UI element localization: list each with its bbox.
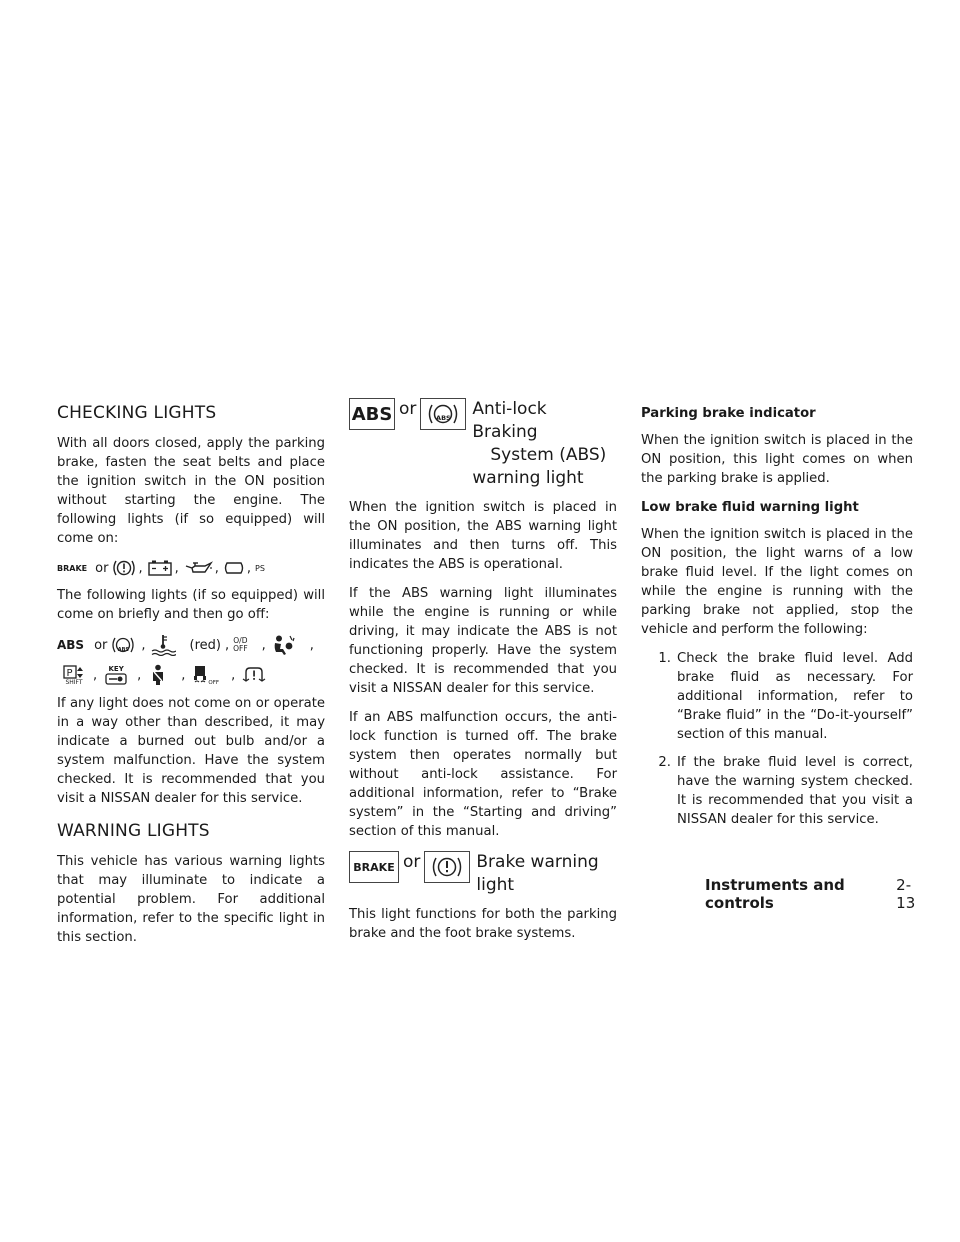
svg-text:P: P <box>66 667 73 679</box>
abs-circle-icon <box>111 635 135 655</box>
shift-park-icon: P SHIFT <box>65 667 83 686</box>
separator: , <box>224 637 230 653</box>
battery-icon <box>147 559 173 577</box>
coolant-temp-icon <box>150 634 176 656</box>
column-middle <box>349 398 617 953</box>
engine-light-icon <box>223 560 245 576</box>
page-number: 2-13 <box>896 876 916 912</box>
low-brake-fluid-heading: Low brake fluid warning light <box>641 500 859 515</box>
checking-lights-heading: CHECKING LIGHTS <box>57 403 217 423</box>
brake-fluid-steps <box>641 649 913 829</box>
separator: , <box>137 667 142 683</box>
separator: , <box>93 667 98 683</box>
icon-row-1 <box>57 558 325 578</box>
separator: , <box>181 667 186 683</box>
airbag-icon <box>270 634 296 656</box>
checking-lights-intro: With all doors closed, apply the parking brake, fasten the seat belts and place the ignition switch in the ON position without starting the engine. The following lights (if so equipped) will come on: <box>57 436 325 546</box>
abs-circle-box-label: ABS <box>436 414 451 422</box>
seatbelt-icon <box>149 664 167 686</box>
separator: , <box>174 560 179 576</box>
warning-lights-heading: WARNING LIGHTS <box>57 821 210 841</box>
list-item: 2. If the brake fluid level is correct, have the warning system checked. It is recommended that you visit a NISSAN dealer for this service. <box>658 755 913 827</box>
abs-circle-label: ABS <box>117 647 130 653</box>
separator: , <box>309 637 314 653</box>
brake-box-icon: BRAKE <box>349 851 399 883</box>
red-label: (red) <box>189 637 221 653</box>
abs-paragraph-3: If an ABS malfunction occurs, the anti-lock function is turned off. The brake system then operates normally but without anti-lock assistance. For additional information, refer to “Brake system” in the “Starting and driving” section of this manual. <box>349 710 617 839</box>
warning-lights-text: This vehicle has various warning lights that may illuminate to indicate a potential problem. For additional information, refer to the specific light in this section. <box>57 854 325 945</box>
brake-warning-icon <box>112 558 136 578</box>
separator: , <box>231 667 236 683</box>
page-footer <box>705 876 925 912</box>
parking-brake-text: When the ignition switch is placed in the ON position, this light comes on when the parking brake is applied. <box>641 433 913 486</box>
oil-pressure-icon <box>183 560 213 576</box>
master-warning-icon <box>241 666 267 684</box>
low-brake-fluid-text: When the ignition switch is placed in the ON position, the light warns of a low brake fluid level. If the light comes on while the engine is running with the parking brake not applied, stop the vehicle and perform the following: <box>641 527 913 637</box>
icon-row-2 <box>57 634 325 656</box>
abs-text-icon: ABS <box>57 637 85 652</box>
column-left <box>57 400 325 957</box>
or-text: or <box>403 852 421 872</box>
brake-circle-box-icon <box>424 851 470 883</box>
column-right <box>641 400 913 838</box>
or-text: or <box>94 637 108 653</box>
abs-paragraph-2: If the ABS warning light illuminates while the engine is running or while driving, it may indicate the ABS is not functioning properly. Have the system checked. It is recommended that you visit a NISSAN dealer for this service. <box>349 586 617 696</box>
brake-warning-title-text: Brake warning light <box>476 852 599 895</box>
or-text: or <box>399 399 417 419</box>
parking-brake-heading: Parking brake indicator <box>641 406 816 421</box>
malfunction-text: If any light does not come on or operate in a way other than described, it may indicate a burned out bulb and/or a system malfunction. Have the system checked. It is recommended that you visit a NISSAN dealer for this service. <box>57 696 325 806</box>
slip-off-icon: OFF <box>193 664 219 686</box>
abs-box-icon: ABS <box>349 398 395 430</box>
separator: , <box>246 560 251 576</box>
checking-lights-brief: The following lights (if so equipped) will come on briefly and then go off: <box>57 588 325 622</box>
or-text: or <box>95 560 109 576</box>
list-item: 1. Check the brake fluid level. Add brake fluid as necessary. For additional information, refer to “Brake fluid” in the “Do-it-yourself” section of this manual. <box>658 651 913 742</box>
separator: , <box>138 560 143 576</box>
brake-text-icon: BRAKE <box>57 563 88 573</box>
abs-paragraph-1: When the ignition switch is placed in the ON position, the ABS warning light illuminates and then turns off. This indicates the ABS is operational. <box>349 500 617 572</box>
brake-paragraph-1: This light functions for both the parking brake and the foot brake systems. <box>349 907 617 941</box>
abs-circle-box-icon <box>420 398 466 430</box>
separator: , <box>261 637 266 653</box>
brake-warning-title <box>349 851 617 897</box>
od-off-icon: O/D OFF <box>233 636 248 653</box>
key-icon: KEY <box>105 665 127 685</box>
separator: , <box>141 637 146 653</box>
separator: , <box>214 560 219 576</box>
ps-text-icon: PS <box>255 563 265 573</box>
abs-warning-title-text: Anti-lock Braking System (ABS) warning light <box>472 399 607 488</box>
icon-row-3 <box>63 664 325 686</box>
footer-section-title: Instruments and controls <box>705 876 845 912</box>
abs-warning-title <box>349 398 617 490</box>
